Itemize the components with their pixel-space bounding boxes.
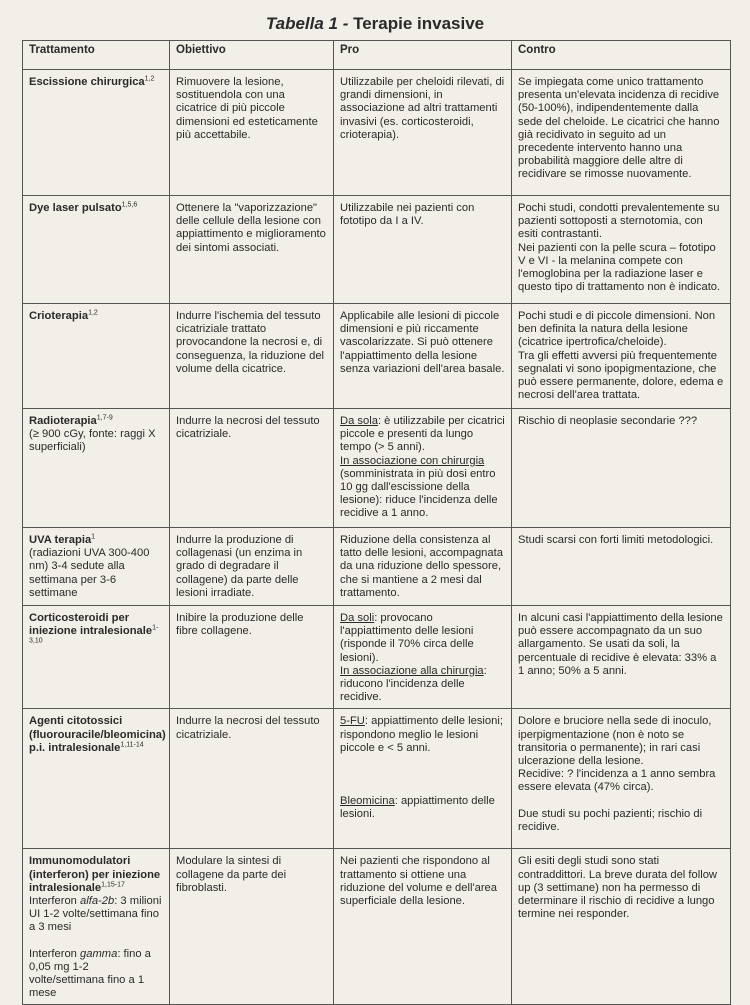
- cell-trattamento: [23, 709, 170, 849]
- header-obiettivo: Obiettivo: [170, 41, 334, 70]
- header-pro: Pro: [334, 41, 512, 70]
- details-text: : 3 milioni UI 1-2 volte/settimana fino a 3 mesi: [29, 895, 162, 934]
- cell-obiettivo: Rimuovere la lesione, sostituendola con una cicatrice di più piccole dimensioni ed esteticamente più accettabile.: [170, 70, 334, 196]
- treatment-name: Escissione chirurgica: [29, 76, 145, 88]
- contro-paragraph: Dolore e bruciore nella sede di inoculo, iperpigmentazione (non è noto se transitoria o permanente); in rari casi ulcerazione della lesione.: [518, 715, 712, 768]
- pro-label: In associazione con chirurgia: [340, 454, 485, 467]
- cell-trattamento: [23, 849, 170, 1005]
- details-text: Interferon: [29, 947, 80, 960]
- reference-number: 1,5,6: [121, 201, 138, 209]
- reference-number: 1: [91, 533, 96, 541]
- pro-text: : provocano l'appiattimento delle lesioni (risponde il 70% circa delle lesioni).: [340, 612, 474, 664]
- pro-label: Da soli: [340, 612, 375, 624]
- treatment-details: [29, 948, 163, 1001]
- cell-obiettivo: Modulare la sintesi di collagene da parte dei fibroblasti.: [170, 849, 334, 1005]
- reference-number: 1,15-17: [101, 881, 125, 889]
- cell-obiettivo: Indurre la necrosi del tessuto cicatriziale.: [170, 709, 334, 849]
- cell-contro: [512, 709, 731, 849]
- treatment-details: [29, 895, 163, 935]
- pro-text: : riducono l'incidenza delle recidive.: [340, 664, 487, 704]
- contro-paragraph: Tra gli effetti avversi più frequentemente segnalati vi sono ipopigmentazione, che può essere permanente, dolore, edema e necrosi dell'area trattata.: [518, 349, 724, 402]
- reference-number: 1-3,10: [29, 624, 159, 645]
- table-row: [23, 70, 731, 196]
- contro-paragraph: Nei pazienti con la pelle scura – fototipo V e VI - la melanina compete con l'emoglobina per la radiazione laser e questo tipo di trattamento non è indicato.: [518, 241, 721, 294]
- header-contro: Contro: [512, 41, 731, 70]
- details-drug: alfa-2b: [80, 895, 115, 908]
- contro-paragraph: Due studi su pochi pazienti; rischio di recidive.: [518, 807, 703, 833]
- contro-paragraph: Recidive: ? l'incidenza a 1 anno sembra essere elevata (47% circa).: [518, 768, 716, 794]
- treatment-name: Crioterapia: [29, 310, 89, 322]
- cell-trattamento: [23, 528, 170, 606]
- cell-obiettivo: Ottenere la "vaporizzazione" delle cellule della lesione con appiattimento e miglioramento dei sintomi associati.: [170, 196, 334, 304]
- table-row: [23, 409, 731, 528]
- table-row: [23, 849, 731, 1005]
- reference-number: 1,7-9: [96, 414, 113, 422]
- cell-contro: Studi scarsi con forti limiti metodologici.: [512, 528, 731, 606]
- cell-trattamento: [23, 409, 170, 528]
- treatment-name: Radioterapia: [29, 415, 97, 427]
- contro-paragraph: Pochi studi e di piccole dimensioni. Non ben definita la natura della lesione (cicatrice ipertrofica/cheloide).: [518, 310, 716, 349]
- cell-contro: [512, 304, 731, 409]
- cell-obiettivo: Indurre la necrosi del tessuto cicatriziale.: [170, 409, 334, 528]
- cell-trattamento: [23, 304, 170, 409]
- details-drug: gamma: [80, 947, 118, 960]
- pro-text: : appiattimento delle lesioni.: [340, 795, 495, 821]
- treatment-name: UVA terapia: [29, 534, 92, 546]
- treatment-details: (radiazioni UVA 300-400 nm) 3-4 sedute alla settimana per 3-6 settimane: [29, 547, 150, 599]
- cell-contro: Gli esiti degli studi sono stati contraddittori. La breve durata del follow up (3 settimane) non ha permesso di determinare il rischio di recidive a lungo termine nei responder.: [512, 849, 731, 1005]
- cell-obiettivo: Indurre la produzione di collagenasi (un enzima in grado di degradare il collagene) da parte delle lesioni irradiate.: [170, 528, 334, 606]
- table-row: [23, 709, 731, 849]
- pro-text: : appiattimento delle lesioni; rispondono meglio le lesioni piccole e < 5 anni.: [340, 715, 503, 754]
- therapy-table: [22, 40, 731, 1005]
- table-title-label: Tabella 1 -: [265, 14, 354, 33]
- table-row: [23, 528, 731, 606]
- table-row: [23, 304, 731, 409]
- cell-pro: [334, 709, 512, 849]
- cell-pro: Utilizzabile nei pazienti con fototipo da I a IV.: [334, 196, 512, 304]
- cell-trattamento: [23, 70, 170, 196]
- details-text: : fino a 0,05 mg 1-2 volte/settimana fino a 1 mese: [29, 947, 151, 1000]
- pro-label: 5-FU: [340, 715, 365, 728]
- cell-pro: [334, 606, 512, 709]
- cell-trattamento: [23, 196, 170, 304]
- cell-pro: [334, 409, 512, 528]
- header-trattamento: Trattamento: [23, 41, 170, 70]
- pro-text: : è utilizzabile per cicatrici piccole e presenti da lungo tempo (> 5 anni).: [340, 415, 505, 454]
- cell-obiettivo: Inibire la produzione delle fibre collagene.: [170, 606, 334, 709]
- contro-paragraph: Pochi studi, condotti prevalentemente su pazienti sottoposti a sternotomia, con esiti contrastanti.: [518, 202, 720, 241]
- details-text: Interferon: [29, 895, 80, 908]
- cell-contro: Se impiegata come unico trattamento presenta un'elevata incidenza di recidive (50-100%), indipendentemente dalla sede del cheloide. Le cicatrici che hanno già recidivato in seguito ad un precedente intervento hanno una probabilità maggiore delle altre di recidivare se rimosse nuovamente.: [512, 70, 731, 196]
- reference-number: 1,2: [144, 75, 155, 83]
- cell-trattamento: [23, 606, 170, 709]
- pro-text: (somministrata in più dosi entro 10 gg dall'escissione della lesione): riduce l'incidenza delle recidive a 1 anno.: [340, 467, 498, 520]
- cell-pro: Utilizzabile per cheloidi rilevati, di grandi dimensioni, in associazione ad altri trattamenti invasivi (es. corticosteroidi, crioterapia).: [334, 70, 512, 196]
- treatment-name: Immunomodulatori (interferon) per iniezione intralesionale: [29, 855, 161, 894]
- table-header-row: [23, 41, 731, 70]
- treatment-name: Agenti citotossici (fluorouracile/bleomicina) p.i. intralesionale: [29, 715, 166, 754]
- treatment-name: Corticosteroidi per iniezione intralesionale: [29, 612, 153, 638]
- pro-label: Bleomicina: [340, 795, 395, 808]
- pro-label: Da sola: [340, 415, 378, 427]
- cell-pro: Nei pazienti che rispondono al trattamento si ottiene una riduzione del volume e dell'area superficiale della lesione.: [334, 849, 512, 1005]
- table-row: [23, 606, 731, 709]
- table-title-text: Terapie invasive: [353, 14, 485, 33]
- cell-contro: Rischio di neoplasie secondarie ???: [512, 409, 731, 528]
- pro-label: In associazione alla chirurgia: [340, 664, 484, 677]
- cell-obiettivo: Indurre l'ischemia del tessuto cicatriziale trattato provocandone la necrosi e, di conseguenza, la riduzione del volume della cicatrice.: [170, 304, 334, 409]
- table-row: [23, 196, 731, 304]
- table-title: [0, 14, 750, 34]
- treatment-details: (≥ 900 cGy, fonte: raggi X superficiali): [29, 428, 156, 454]
- reference-number: 1,11-14: [120, 741, 144, 749]
- cell-pro: Riduzione della consistenza al tatto delle lesioni, accompagnata da una riduzione dello spessore, che si mantiene a 2 mesi dal trattamento.: [334, 528, 512, 606]
- cell-contro: In alcuni casi l'appiattimento della lesione può essere accompagnato da un suo allargamento. Se usati da soli, la percentuale di recidive è elevata: 33% a 1 anno; 50% a 5 anni.: [512, 606, 731, 709]
- cell-contro: [512, 196, 731, 304]
- cell-pro: Applicabile alle lesioni di piccole dimensioni e più riccamente vascolarizzate. Si può ottenere l'appiattimento della lesione senza variazioni dell'area basale.: [334, 304, 512, 409]
- treatment-name: Dye laser pulsato: [29, 202, 122, 214]
- reference-number: 1,2: [88, 309, 98, 317]
